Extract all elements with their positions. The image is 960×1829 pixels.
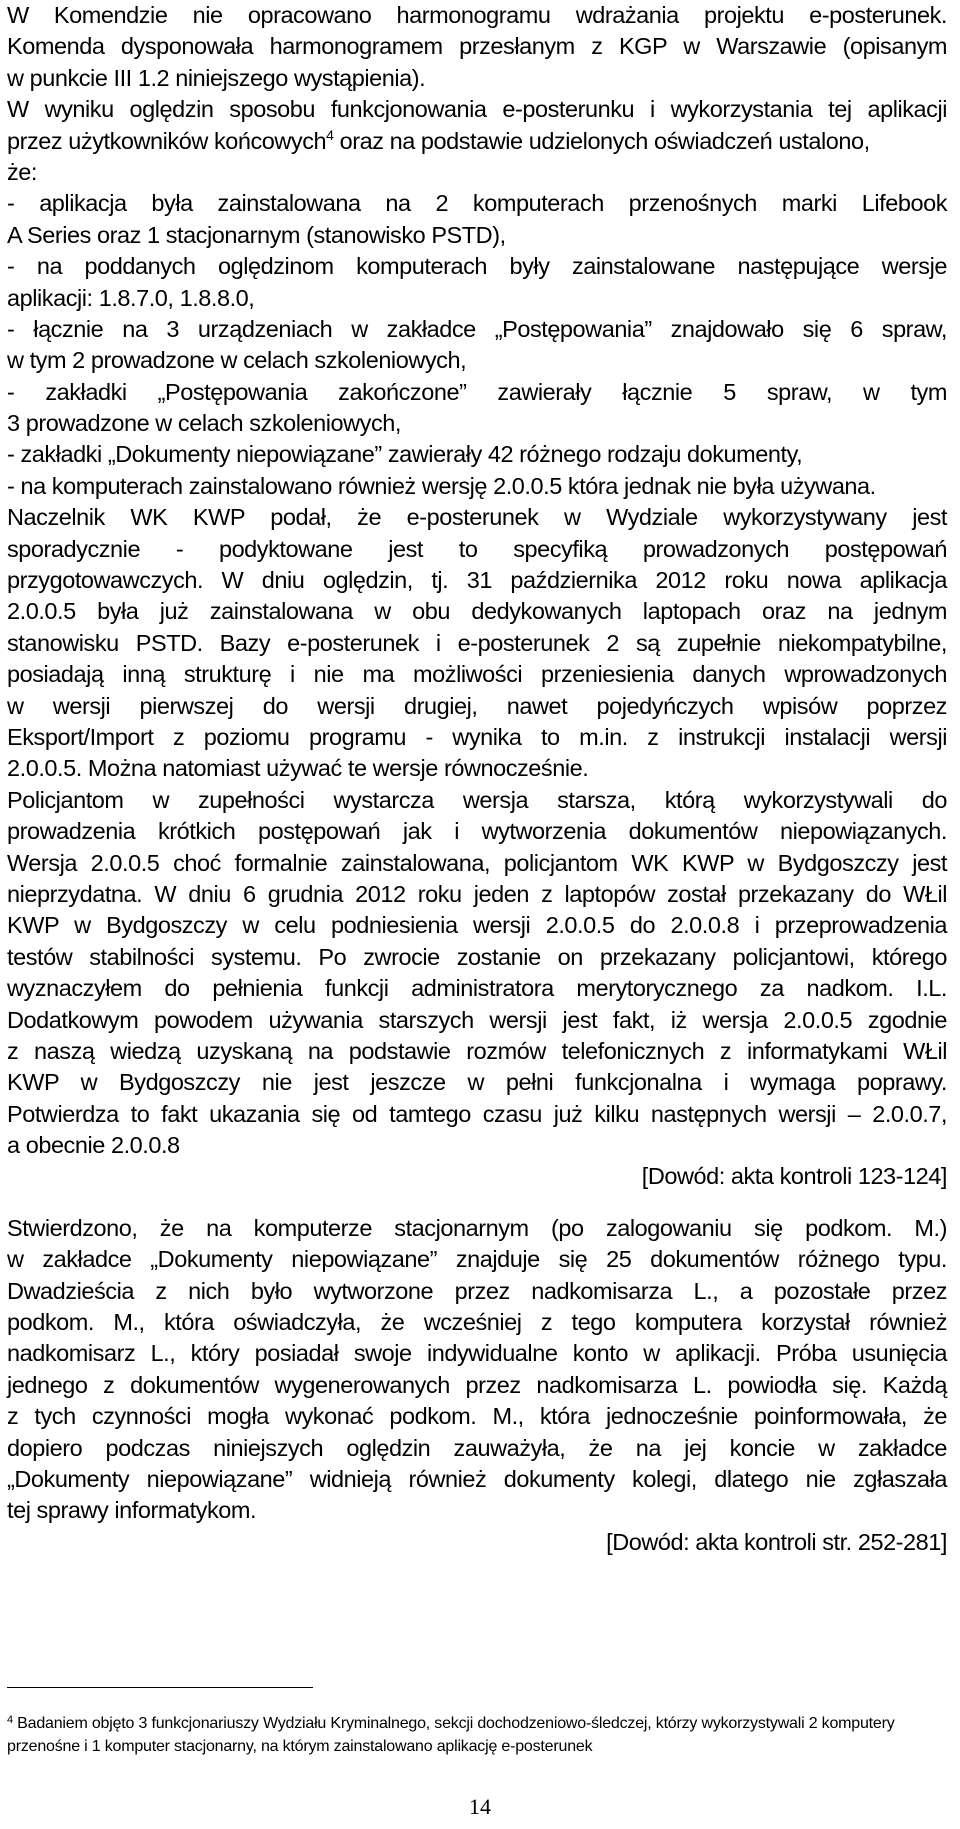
text-line: KWP w Bydgoszczy w celu podniesienia wersji 2.0.0.5 do 2.0.0.8 i przeprowadzenia	[7, 912, 947, 939]
text-line: aplikacji: 1.8.7.0, 1.8.8.0,	[7, 284, 255, 311]
text-line: wyznaczyłem do pełnienia funkcji administratora merytorycznego za nadkom. I.L.	[7, 975, 947, 1002]
text-line: nieprzydatna. W dniu 6 grudnia 2012 roku jeden z laptopów został przekazany do WŁil	[7, 880, 947, 907]
text-line: w wersji pierwszej do wersji drugiej, nawet pojedyńczych wpisów poprzez	[7, 692, 947, 719]
text-line: z tych czynności mogła wykonać podkom. M., która jednocześnie poinformowała, że	[7, 1403, 947, 1430]
text-line: Policjantom w zupełności wystarcza wersja starsza, którą wykorzystywali do	[7, 786, 947, 813]
text-line: Eksport/Import z poziomu programu - wynika to m.in. z instrukcji instalacji wersji	[7, 723, 947, 750]
text-line: W wyniku oględzin sposobu funkcjonowania e-posterunku i wykorzystania tej aplikacji	[7, 96, 947, 123]
text-line: a obecnie 2.0.0.8	[7, 1132, 180, 1159]
text-line: w punkcie III 1.2 niniejszego wystąpienia).	[7, 64, 426, 91]
text-line: że:	[7, 158, 37, 185]
text-line: KWP w Bydgoszczy nie jest jeszcze w pełni funkcjonalna i wymaga poprawy.	[7, 1069, 947, 1096]
text-line: posiadają inną strukturę i nie ma możliwości przeniesienia danych wprowadzonych	[7, 661, 947, 688]
text-line: Stwierdzono, że na komputerze stacjonarnym (po zalogowaniu się podkom. M.)	[7, 1214, 947, 1241]
footnote-line	[7, 1712, 947, 1735]
text-line: podkom. M., która oświadczyła, że wcześniej z tego komputera korzystał również	[7, 1309, 947, 1336]
text-line: tej sprawy informatykom.	[7, 1497, 257, 1524]
text-segment: oraz na podstawie udzielonych oświadczeń ustalono,	[333, 127, 870, 154]
text-line: W Komendzie nie opracowano harmonogramu wdrażania projektu e-posterunek.	[7, 2, 947, 28]
text-line: - aplikacja była zainstalowana na 2 komputerach przenośnych marki Lifebook	[7, 190, 947, 217]
text-line: Dodatkowym powodem używania starszych wersji jest fakt, iż wersja 2.0.0.5 zgodnie	[7, 1006, 947, 1033]
text-line: 2.0.0.5 była już zainstalowana w obu dedykowanych laptopach oraz na jednym	[7, 598, 947, 625]
footnote-text: Badaniem objęto 3 funkcjonariuszy Wydziału Kryminalnego, sekcji dochodzeniowo-śledczej, którzy wykorzystywali 2 komputery	[12, 1715, 895, 1732]
text-line: z naszą wiedzą uzyskaną na podstawie rozmów telefonicznych z informatykami WŁil	[7, 1037, 947, 1064]
footnote-separator	[7, 1687, 313, 1688]
text-line: - zakładki „Dokumenty niepowiązane” zawierały 42 różnego rodzaju dokumenty,	[7, 441, 803, 468]
text-line: - na poddanych oględzinom komputerach były zainstalowane następujące wersje	[7, 253, 947, 280]
text-line: nadkomisarz L., który posiadał swoje indywidualne konto w aplikacji. Próba usunięcia	[7, 1340, 947, 1367]
text-line: testów stabilności systemu. Po zwrocie zostanie on przekazany policjantowi, którego	[7, 943, 947, 970]
text-line: jednego z dokumentów wygenerowanych przez nadkomisarza L. powiodła się. Każdą	[7, 1371, 947, 1398]
evidence-reference: [Dowód: akta kontroli 123-124]	[641, 1163, 947, 1190]
text-line-with-footnote	[7, 126, 947, 157]
text-line: Potwierdza to fakt ukazania się od tamtego czasu już kilku następnych wersji – 2.0.0.7,	[7, 1100, 947, 1127]
text-line: Komenda dysponowała harmonogramem przesłanym z KGP w Warszawie (opisanym	[7, 33, 947, 60]
text-line: w zakładce „Dokumenty niepowiązane” znajduje się 25 dokumentów różnego typu.	[7, 1246, 947, 1273]
text-line: Wersja 2.0.0.5 choć formalnie zainstalowana, policjantom WK KWP w Bydgoszczy jest	[7, 849, 947, 876]
text-line: „Dokumenty niepowiązane” widnieją również dokumenty kolegi, dlatego nie zgłaszała	[7, 1465, 947, 1492]
text-line: stanowisku PSTD. Bazy e-posterunek i e-posterunek 2 są zupełnie niekompatybilne,	[7, 629, 947, 656]
text-line: 2.0.0.5. Można natomiast używać te wersje równocześnie.	[7, 755, 589, 782]
text-segment: przez użytkowników końcowych	[7, 127, 327, 154]
text-line: w tym 2 prowadzone w celach szkoleniowych,	[7, 347, 467, 374]
evidence-reference: [Dowód: akta kontroli str. 252-281]	[606, 1528, 947, 1555]
text-line: Naczelnik WK KWP podał, że e-posterunek w Wydziale wykorzystywany jest	[7, 504, 947, 531]
paragraph-dokumenty	[7, 1213, 947, 1558]
text-line: Dwadzieścia z nich było wytworzone przez nadkomisarza L., a pozostałe przez	[7, 1277, 947, 1304]
text-line: A Series oraz 1 stacjonarnym (stanowisko PSTD),	[7, 221, 506, 248]
footnote	[7, 1712, 947, 1758]
paragraph-ogledziny	[7, 94, 947, 1193]
footnote-reference[interactable]: 4	[326, 126, 334, 143]
footnote-line: przenośne i 1 komputer stacjonarny, na którym zainstalowano aplikację e-posterunek	[7, 1738, 593, 1755]
text-line: 3 prowadzone w celach szkoleniowych,	[7, 410, 401, 437]
text-line: przygotowawczych. W dniu oględzin, tj. 31 października 2012 roku nowa aplikacja	[7, 567, 947, 594]
page-number: 14	[469, 1794, 491, 1819]
document-body	[7, 0, 947, 1558]
text-line: sporadycznie - podyktowane jest to specyfiką prowadzonych postępowań	[7, 535, 947, 562]
text-line: dopiero podczas niniejszych oględzin zauważyła, że na jej koncie w zakładce	[7, 1434, 947, 1461]
footnote-mark: 4	[7, 1714, 13, 1726]
text-line: - łącznie na 3 urządzeniach w zakładce „Postępowania” znajdowało się 6 spraw,	[7, 315, 947, 342]
paragraph-spacer	[7, 1193, 947, 1213]
paragraph-harmonogram	[7, 0, 947, 94]
text-line: prowadzenia krótkich postępowań jak i wytworzenia dokumentów niepowiązanych.	[7, 818, 947, 845]
text-line: - zakładki „Postępowania zakończone” zawierały łącznie 5 spraw, w tym	[7, 378, 947, 405]
text-line: - na komputerach zainstalowano również wersję 2.0.0.5 która jednak nie była używana.	[7, 472, 876, 499]
